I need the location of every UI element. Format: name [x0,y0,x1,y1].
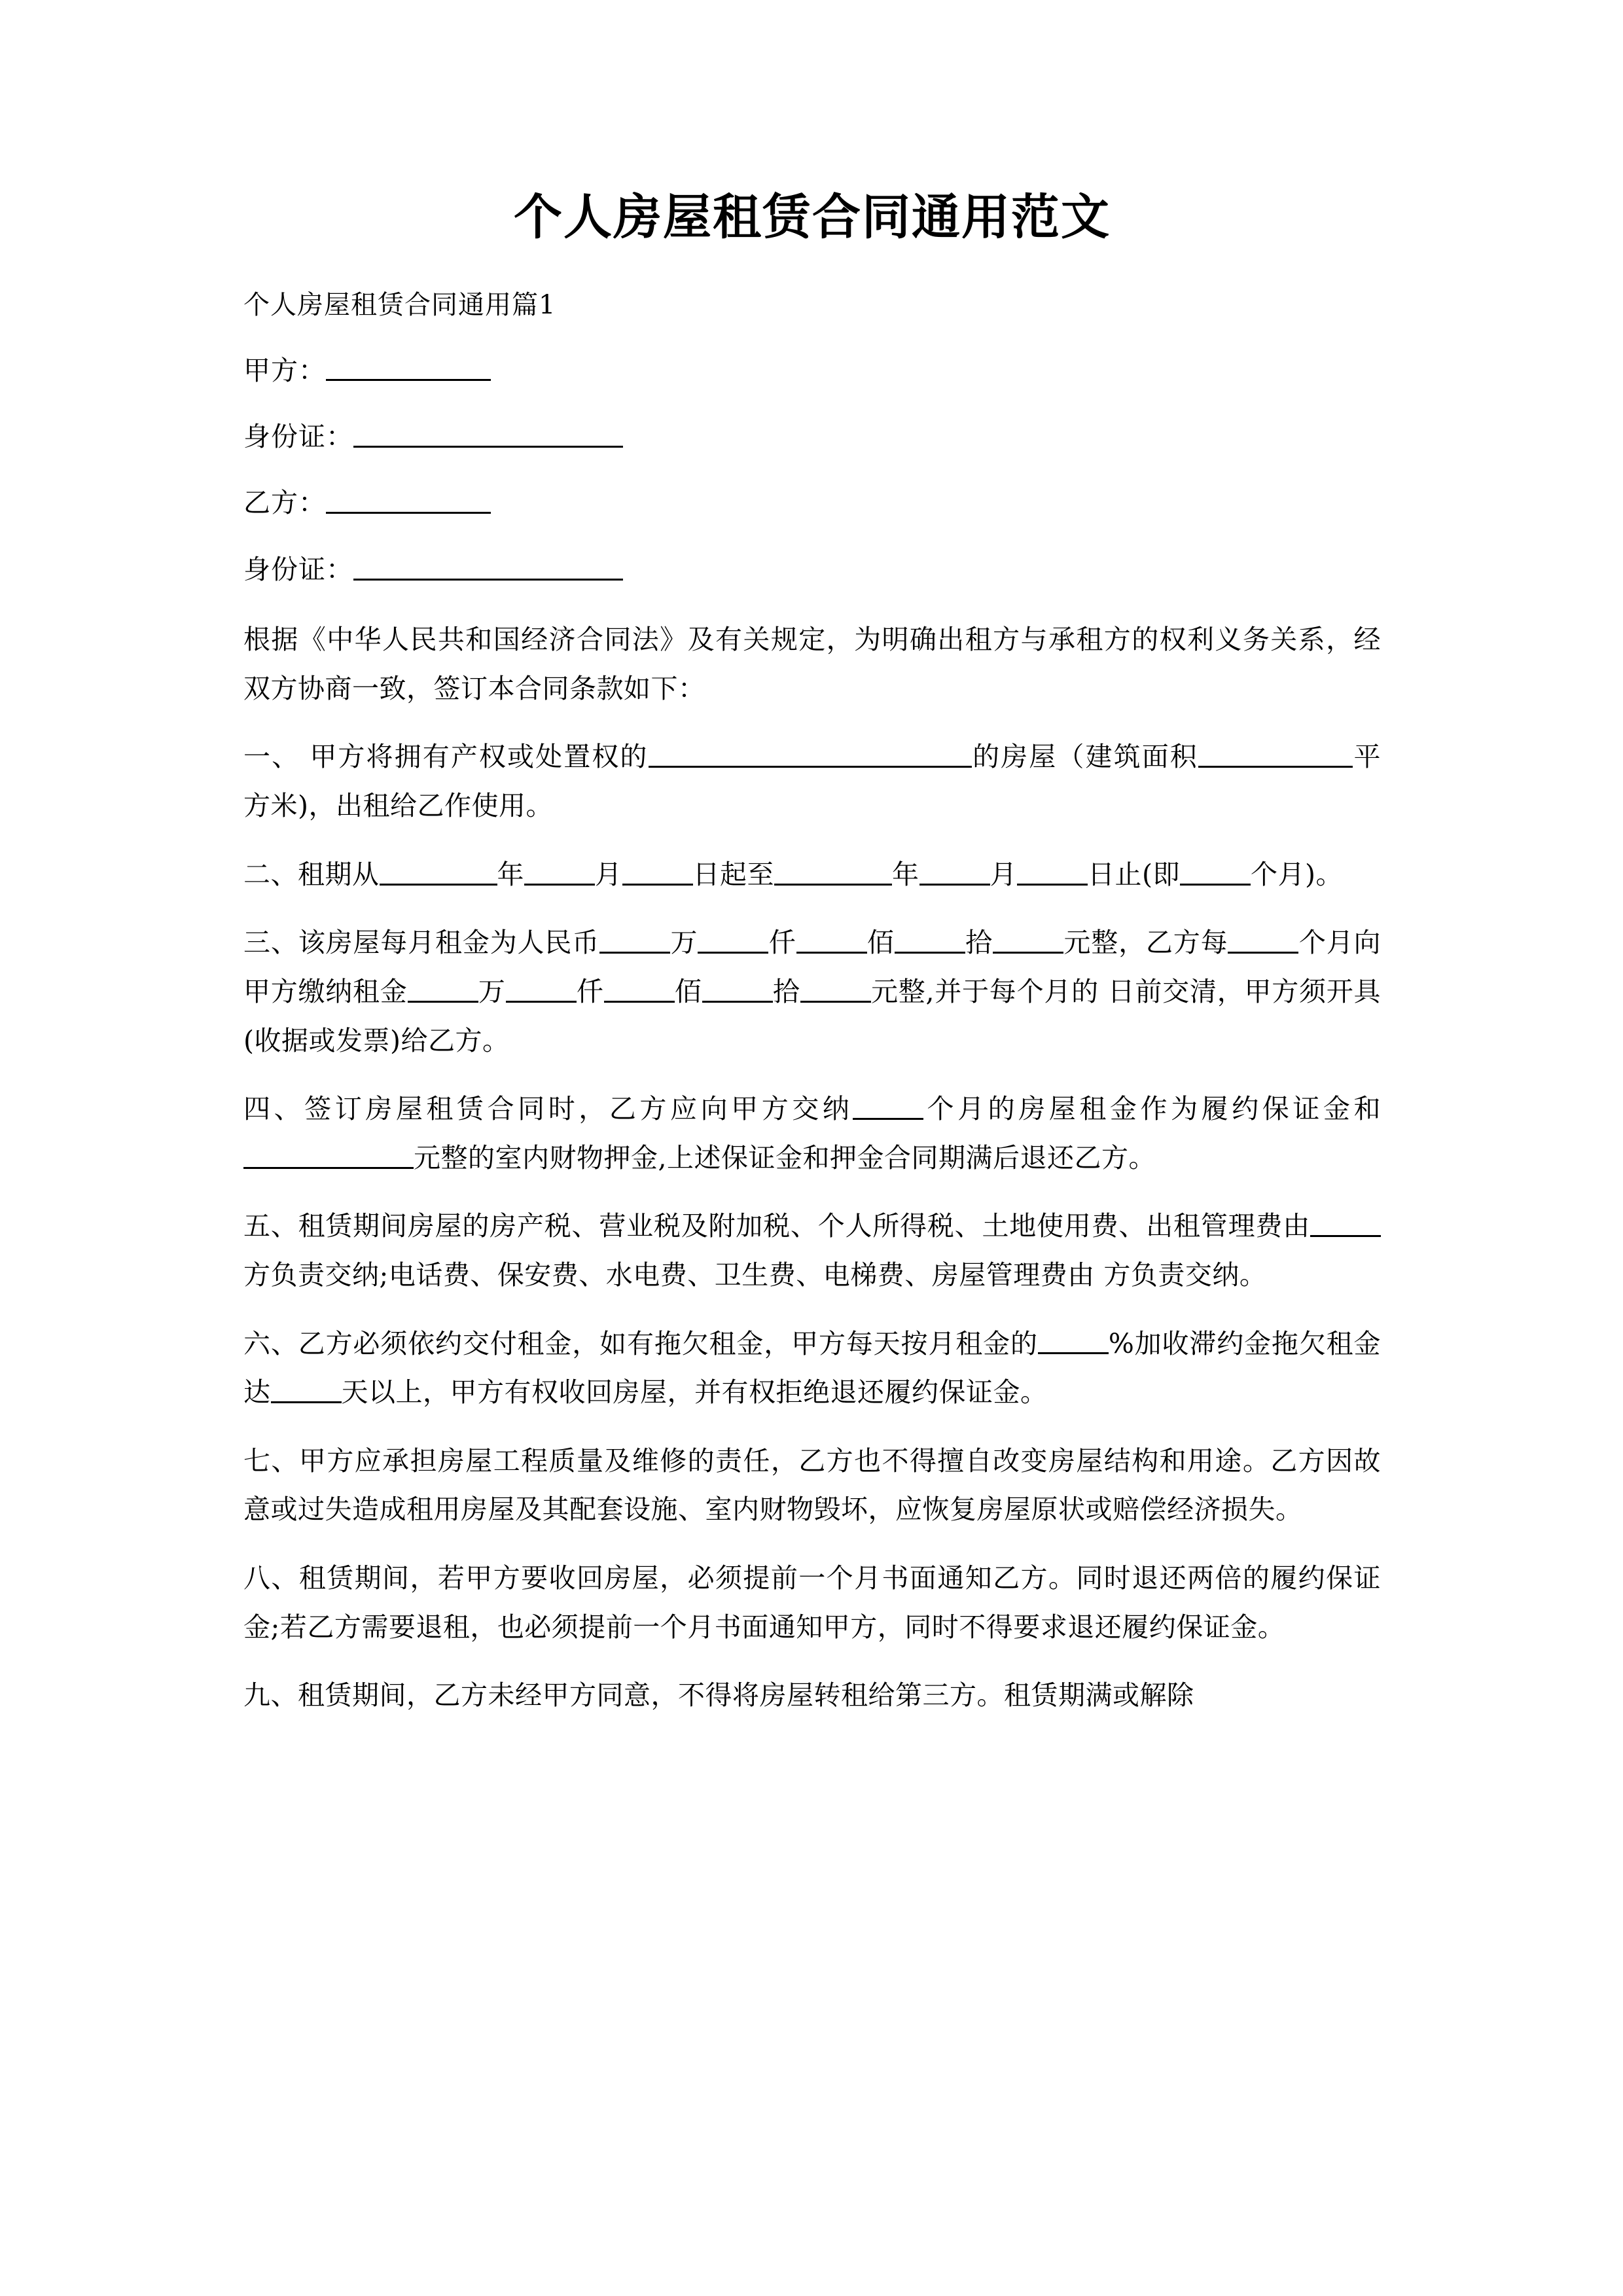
page-title: 个人房屋租赁合同通用范文 [514,189,1111,245]
clause-1-seg3: 平方米)，出租给乙作使用。 [243,741,1382,822]
field-party-a-id-label: 身份证： [243,420,353,452]
clause-3-pay-wan-input[interactable] [408,975,478,1003]
clause-3-interval-input[interactable] [1228,926,1298,954]
clause-6-overdue-days-input[interactable] [271,1376,342,1403]
clause-2-end-day-input[interactable] [1017,858,1088,886]
party-b-input[interactable] [326,486,491,514]
clause-3-seg1: 三、该房屋每月租金为人民币 [243,927,600,959]
clause-3-rent-wan-input[interactable] [599,926,670,954]
clause-2-seg6: 月 [990,858,1017,890]
clause-3-seg4: 佰 [866,927,895,959]
clause-6-seg3: 天以上，甲方有权收回房屋，并有权拒绝退还履约保证金。 [341,1376,1048,1408]
clause-2-seg4: 日起至 [692,858,774,890]
clause-3-seg3: 仟 [768,927,796,959]
clause-5-seg2: 方负责交纳;电话费、保安费、水电费、卫生费、电梯费、房屋管理费由 方负责交纳。 [243,1259,1267,1291]
field-party-a-id [243,390,1381,456]
clause-4-seg1: 四、签订房屋租赁合同时，乙方应向甲方交纳 [243,1093,853,1125]
clause-3-rent-shi-input[interactable] [895,926,965,954]
field-party-a-label: 甲方： [243,354,326,386]
clause-4 [243,1065,1381,1182]
clause-2-months-input[interactable] [1180,858,1251,886]
clause-3-seg7: 个月向甲方缴纳租金 [243,927,1382,1007]
clause-3-seg2: 万 [670,927,698,959]
clause-2-seg5: 年 [892,858,919,890]
clause-2-seg8: 个月)。 [1251,858,1343,890]
field-party-b-label: 乙方： [243,487,326,519]
clause-2-end-month-input[interactable] [919,858,990,886]
clause-5 [243,1182,1381,1299]
clause-3-pay-shi-input[interactable] [702,975,773,1003]
clause-6-seg2: %加收滞约金拖欠租金达 [243,1327,1381,1408]
clause-1-property-input[interactable] [649,740,972,768]
clause-2-seg1: 二、租期从 [243,858,380,890]
clause-3-seg10: 佰 [674,975,702,1007]
clause-6-penalty-rate-input[interactable] [1038,1327,1109,1354]
clause-1-area-input[interactable] [1198,740,1353,768]
clause-3-seg8: 万 [478,975,506,1007]
clause-2-start-year-input[interactable] [380,858,497,886]
clause-4-seg3: 元整的室内财物押金,上述保证金和押金合同期满后退还乙方。 [414,1141,1156,1174]
clause-4-seg2: 个月的房屋租金作为履约保证金和 [923,1093,1382,1125]
clause-3-pay-bai-input[interactable] [604,975,675,1003]
field-party-b [243,456,1381,522]
document-content [243,0,1381,1720]
clause-1-seg2: 的房屋（建筑面积 [971,741,1198,773]
clause-3-pay-qian-input[interactable] [506,975,577,1003]
clause-3-rent-yuan-input[interactable] [993,926,1063,954]
party-b-id-input[interactable] [353,553,623,581]
clause-9: 九、租赁期间，乙方未经甲方同意，不得将房屋转租给第三方。租赁期满或解除 [243,1679,1194,1712]
clause-7: 七、甲方应承担房屋工程质量及维修的责任，乙方也不得擅自改变房屋结构和用途。乙方因故意或过失造成租用房屋及其配套设施、室内财物毁坏，应恢复房屋原状或赔偿经济损失。 [243,1444,1381,1526]
field-party-a [243,324,1381,390]
clause-3-rent-bai-input[interactable] [796,926,867,954]
party-a-id-input[interactable] [353,420,623,448]
clause-2-start-month-input[interactable] [524,858,595,886]
clause-2-end-year-input[interactable] [774,858,892,886]
clause-4-months-input[interactable] [853,1092,923,1120]
clause-3-rent-qian-input[interactable] [698,926,768,954]
clause-5-seg1: 五、租赁期间房屋的房产税、营业税及附加税、个人所得税、土地使用费、出租管理费由 [243,1210,1310,1242]
field-party-b-id-label: 身份证： [243,553,353,585]
party-a-input[interactable] [326,353,491,381]
clause-4-deposit-input[interactable] [243,1141,414,1169]
clause-6 [243,1300,1381,1417]
clause-3-seg12: 元整,并于每个月的 日前交清，甲方须开具(收据或发票)给乙方。 [243,975,1382,1056]
clause-2-seg7: 日止(即 [1088,858,1180,890]
clause-2 [243,831,1381,899]
clause-3-seg11: 拾 [772,975,800,1007]
field-party-b-id [243,523,1381,589]
clause-3-seg5: 拾 [965,927,993,959]
clause-6-seg1: 六、乙方必须依约交付租金，如有拖欠租金，甲方每天按月租金的 [243,1327,1038,1359]
clause-2-start-day-input[interactable] [622,858,693,886]
clause-2-seg2: 年 [497,858,524,890]
clause-2-seg3: 月 [595,858,622,890]
clause-3-seg6: 元整，乙方每 [1063,927,1228,959]
preamble-paragraph: 根据《中华人民共和国经济合同法》及有关规定，为明确出租方与承租方的权利义务关系，经双方协商一致，签订本合同条款如下： [243,624,1381,704]
clause-1 [243,713,1381,830]
clause-3-pay-yuan-input[interactable] [800,975,871,1003]
clause-3 [243,899,1381,1065]
clause-1-seg1: 一、 甲方将拥有产权或处置权的 [243,741,649,773]
clause-3-seg9: 仟 [576,975,604,1007]
clause-8: 八、租赁期间，若甲方要收回房屋，必须提前一个月书面通知乙方。同时退还两倍的履约保证金;若乙方需要退租，也必须提前一个月书面通知甲方，同时不得要求退还履约保证金。 [243,1562,1381,1643]
document-subtitle: 个人房屋租赁合同通用篇1 [243,289,556,320]
clause-5-payer-input[interactable] [1310,1210,1381,1237]
